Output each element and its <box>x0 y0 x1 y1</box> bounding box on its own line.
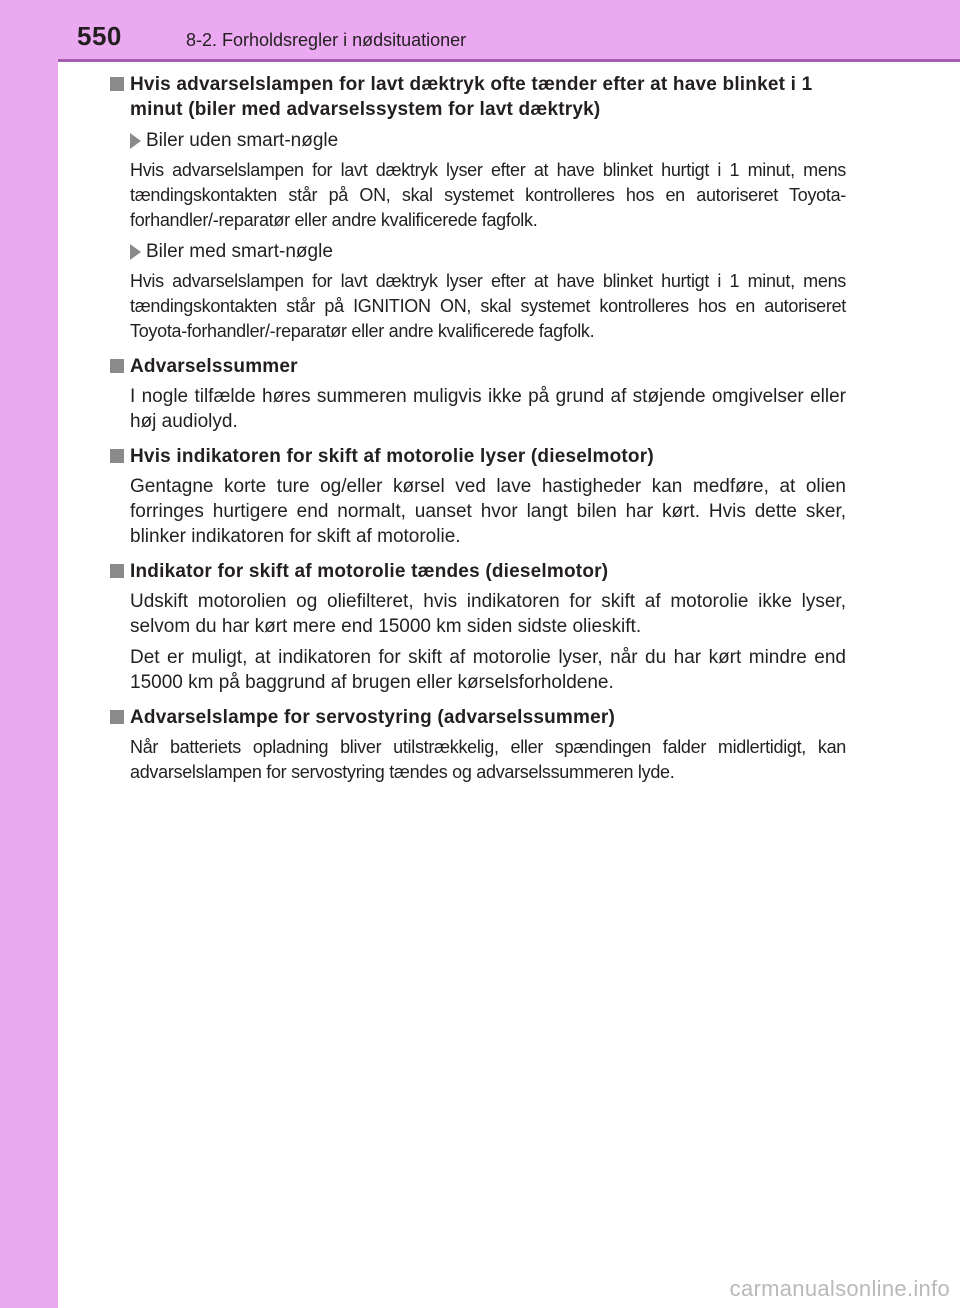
section-heading <box>110 444 846 469</box>
paragraph: Hvis advarselslampen for lavt dæktryk lyser efter at have blinket hurtigt i 1 minut, mens tændingskontakten står på IGNITION ON, skal systemet kontrolleres hos en autoriseret Toyota-forhandler/-reparatør eller andre kvalificerede fagfolk. <box>130 271 846 341</box>
square-bullet-icon <box>110 77 124 91</box>
section-heading <box>110 559 846 584</box>
side-tab-bar <box>0 0 58 1308</box>
section-heading <box>110 72 846 122</box>
square-bullet-icon <box>110 564 124 578</box>
paragraph: Det er muligt, at indikatoren for skift af motorolie lyser, når du har kørt mindre end 15000 km på baggrund af brugen eller kørselsforholdene. <box>130 647 846 693</box>
page-content <box>110 72 846 795</box>
section-oil-indicator-lights <box>110 444 846 549</box>
paragraph: Når batteriets opladning bliver utilstrækkelig, eller spændingen falder midlertidigt, kan advarselslampen for servostyring tændes og advarselssummeren lyde. <box>130 737 846 782</box>
paragraph: Udskift motorolien og oliefilteret, hvis indikatoren for skift af motorolie ikke lyser, selvom du har kørt mere end 15000 km siden sidste olieskift. <box>130 591 846 637</box>
section-title: Hvis advarselslampen for lavt dæktryk ofte tænder efter at have blinket i 1 minut (biler med advarselssystem for lavt dæktryk) <box>130 74 813 120</box>
watermark: carmanualsonline.info <box>729 1276 950 1301</box>
page-number: 550 <box>77 21 122 51</box>
chapter-title: 8-2. Forholdsregler i nødsituationer <box>186 30 467 50</box>
section-oil-indicator-on <box>110 559 846 695</box>
triangle-bullet-icon <box>130 244 141 260</box>
section-heading <box>110 354 846 379</box>
section-title: Hvis indikatoren for skift af motorolie lyser (dieselmotor) <box>130 446 654 467</box>
square-bullet-icon <box>110 449 124 463</box>
subsection-heading <box>130 128 846 153</box>
section-title: Advarselssummer <box>130 356 298 377</box>
section-title: Indikator for skift af motorolie tændes (dieselmotor) <box>130 561 609 582</box>
section-power-steering <box>110 705 846 785</box>
paragraph: Gentagne korte ture og/eller kørsel ved lave hastigheder kan medføre, at olien forringes hurtigere end normalt, uanset hvor langt bilen har kørt. Hvis dette sker, blinker indikatoren for skift af motorolie. <box>130 476 846 547</box>
paragraph: Hvis advarselslampen for lavt dæktryk lyser efter at have blinket hurtigt i 1 minut, mens tændingskontakten står på ON, skal systemet kontrolleres hos en autoriseret Toyota-forhandler/-reparatør eller andre kvalificerede fagfolk. <box>130 160 846 230</box>
section-tire-pressure <box>110 72 846 344</box>
square-bullet-icon <box>110 710 124 724</box>
header-divider <box>58 59 960 62</box>
square-bullet-icon <box>110 359 124 373</box>
subsection-heading <box>130 239 846 264</box>
subsection-title: Biler uden smart-nøgle <box>146 130 339 151</box>
section-title: Advarselslampe for servostyring (advarselssummer) <box>130 707 616 728</box>
section-warning-buzzer <box>110 354 846 434</box>
paragraph: I nogle tilfælde høres summeren muligvis ikke på grund af støjende omgivelser eller høj audiolyd. <box>130 386 846 432</box>
triangle-bullet-icon <box>130 133 141 149</box>
subsection-title: Biler med smart-nøgle <box>146 241 333 262</box>
section-heading <box>110 705 846 730</box>
